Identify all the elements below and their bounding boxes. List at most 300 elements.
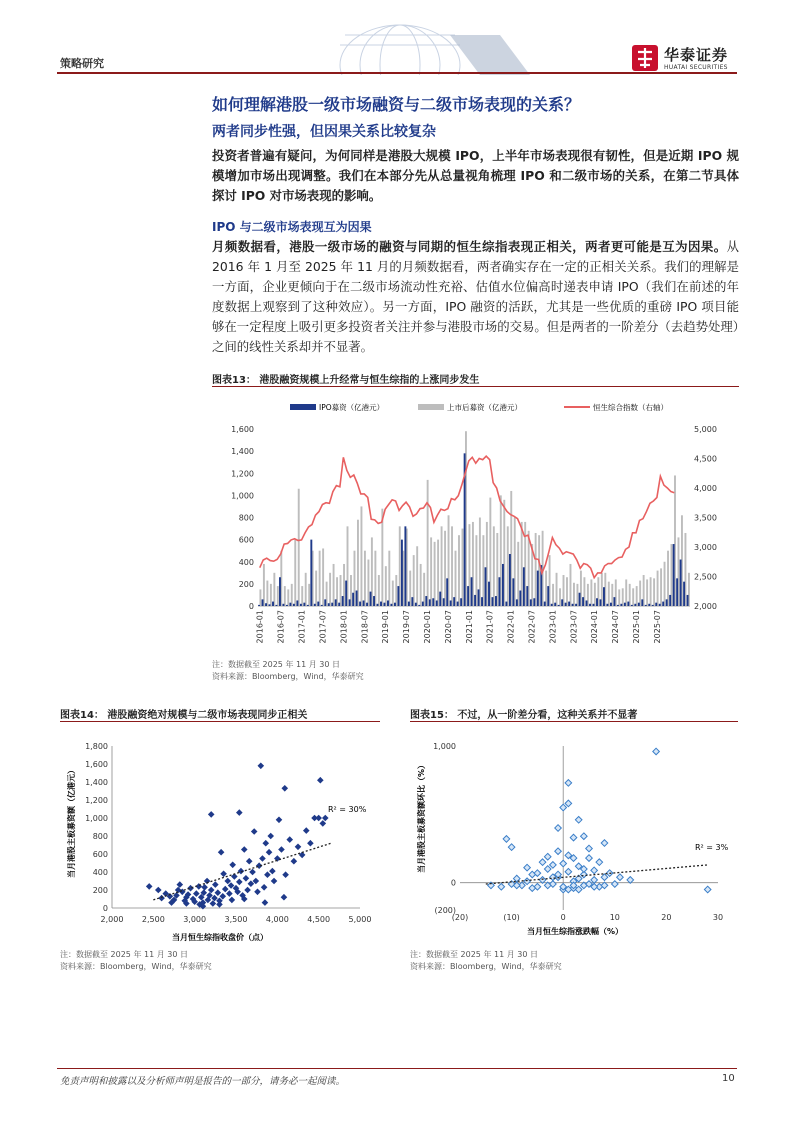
ipo-bar [575, 604, 577, 606]
y-tick-label: 600 [238, 535, 254, 545]
followon-bar [392, 581, 394, 606]
followon-bar [301, 586, 303, 606]
ipo-bar [627, 602, 629, 606]
ipo-bar [526, 586, 528, 606]
scatter-point [544, 866, 551, 873]
x-tick-label: 2019-01 [381, 610, 391, 644]
scatter-point [193, 890, 200, 897]
ipo-bar [586, 600, 588, 606]
legend-followon: 上市后募资（亿港元） [447, 403, 522, 412]
ipo-bar [659, 604, 661, 606]
followon-bar [559, 588, 561, 606]
followon-bar [482, 535, 484, 606]
followon-bar [416, 546, 418, 606]
ipo-bar [547, 586, 549, 606]
scatter-point [601, 840, 608, 847]
followon-bar [319, 551, 321, 606]
y-tick-label: 1,000 [231, 491, 254, 501]
scatter-point [258, 763, 265, 770]
scatter-point [498, 883, 505, 890]
ipo-bar [669, 595, 671, 606]
ipo-bar [258, 605, 260, 606]
scatter-point [570, 834, 577, 841]
followon-bar [552, 584, 554, 606]
ipo-bar [453, 597, 455, 606]
scatter-point [155, 887, 162, 894]
y-tick-label: 1,000 [85, 814, 108, 823]
y-tick-label: 800 [92, 832, 108, 841]
ipo-bar [638, 603, 640, 606]
ipo-bar [303, 603, 305, 606]
legend-swatch-followon [418, 404, 444, 410]
ipo-bar [652, 605, 654, 606]
x-tick-label: 2022-01 [506, 610, 516, 644]
ipo-bar [485, 567, 487, 606]
ipo-bar [401, 540, 403, 606]
x-tick-label: 2,500 [141, 915, 165, 924]
x-tick-label: 10 [609, 913, 620, 922]
scatter-point [146, 883, 153, 890]
followon-bar [430, 537, 432, 606]
scatter-point [176, 881, 183, 888]
ipo-bar [600, 599, 602, 606]
scatter-point [539, 877, 546, 884]
figure14-divider [60, 721, 380, 722]
followon-bar [273, 573, 275, 606]
followon-bar [639, 581, 641, 606]
figure14-note: 注：数据截至 2025 年 11 月 30 日 [60, 950, 188, 959]
y-tick-label: 200 [92, 886, 108, 895]
ipo-bar [499, 577, 501, 606]
ipo-bar [596, 598, 598, 606]
figure14-source: 资料来源：Bloomberg，Wind，华泰研究 [60, 962, 212, 971]
ipo-bar [572, 604, 574, 606]
x-tick-label: 2025-07 [652, 610, 662, 644]
scatter-point [586, 855, 593, 862]
scatter-point [286, 836, 293, 843]
followon-bar [594, 583, 596, 606]
ipo-bar [380, 602, 382, 606]
followon-bar [423, 573, 425, 606]
scatter-point [565, 868, 572, 875]
scatter-point [218, 849, 225, 856]
followon-bar [556, 573, 558, 606]
followon-bar [329, 573, 331, 606]
ipo-bar [418, 605, 420, 606]
followon-bar [590, 579, 592, 606]
scatter-point [267, 833, 274, 840]
ipo-bar [509, 554, 511, 606]
followon-bar [496, 533, 498, 606]
followon-bar [315, 571, 317, 606]
scatter-point [249, 869, 256, 876]
y-tick-label: 400 [92, 868, 108, 877]
figure14-r2-label: R² = 30% [328, 805, 367, 814]
scatter-point [271, 878, 278, 885]
scatter-point [295, 844, 302, 851]
scatter-point [282, 871, 289, 878]
ipo-bar [631, 605, 633, 606]
scatter-point [264, 871, 271, 878]
ipo-bar [519, 591, 521, 606]
logo-text-en: HUATAI SECURITIES [664, 64, 728, 71]
scatter-point [229, 897, 236, 904]
followon-bar [664, 562, 666, 606]
ipo-bar [467, 586, 469, 606]
ipo-bar [593, 604, 595, 606]
ipo-bar [335, 599, 337, 606]
y-tick-label: 800 [238, 513, 254, 523]
scatter-point [262, 899, 269, 906]
y-tick-label: 0 [450, 878, 456, 888]
y-tick-label: 400 [238, 557, 254, 567]
followon-bar [451, 526, 453, 606]
figure14-chart [60, 732, 380, 942]
ipo-bar [436, 600, 438, 606]
x-tick-label: 2016-01 [255, 610, 265, 644]
ipo-bar [460, 598, 462, 606]
page-number: 10 [722, 1073, 735, 1084]
ipo-bar [662, 602, 664, 606]
followon-bar [636, 586, 638, 606]
ipo-bar [408, 602, 410, 606]
figure14-xlabel: 当月恒生综指收盘价（点） [172, 933, 268, 942]
ipo-bar [478, 589, 480, 606]
ipo-bar [502, 564, 504, 606]
ipo-bar [582, 597, 584, 606]
scatter-point [236, 879, 243, 886]
figure13-hsci-line [260, 456, 675, 578]
followon-bar [388, 551, 390, 606]
ipo-bar [492, 597, 494, 606]
scatter-point [524, 864, 531, 871]
ipo-bar [265, 603, 267, 606]
ipo-bar [373, 596, 375, 606]
ipo-bar [568, 602, 570, 606]
scatter-point [208, 811, 215, 818]
y-tick-label: 0 [102, 904, 108, 913]
followon-bar [573, 583, 575, 606]
x-tick-label: 2021-07 [485, 610, 495, 644]
x-tick-label: 2,000 [100, 915, 124, 924]
ipo-bar [495, 596, 497, 606]
scatter-point [216, 901, 223, 908]
scatter-point [254, 889, 261, 896]
ipo-bar [617, 605, 619, 606]
scatter-point [555, 848, 562, 855]
followon-bar [667, 551, 669, 606]
legend-hsci: 恒生综合指数（右轴） [593, 403, 668, 412]
ipo-bar [634, 604, 636, 606]
scatter-point [581, 833, 588, 840]
followon-bar [493, 526, 495, 606]
page-subtitle: 两者同步性强，但因果关系比较复杂 [212, 124, 436, 140]
scatter-point [266, 849, 273, 856]
ipo-bar [324, 599, 326, 606]
followon-bar [576, 584, 578, 606]
followon-bar [277, 586, 279, 606]
ipo-bar [366, 603, 368, 606]
followon-bar [378, 575, 380, 606]
x-tick-label: 20 [661, 913, 672, 922]
scatter-point [269, 868, 276, 875]
scatter-point [560, 860, 567, 867]
intro-paragraph: 投资者普遍有疑问，为何同样是港股大规模 IPO，上半年市场表现很有韧性，但是近期 IPO 规模增加市场出现调整。我们在本部分先从总量视角梳理 IPO 和二级市场的关系，在第二节具体探讨 IPO 对市场表现的影响。 [212, 148, 739, 203]
figure15-ylabel: 当月港股主板募资额环比（%） [417, 760, 426, 874]
y-tick-label: 600 [92, 850, 108, 859]
ipo-bar [411, 597, 413, 606]
ipo-bar [310, 540, 312, 606]
scatter-point [575, 817, 582, 824]
header-section-label: 策略研究 [60, 57, 104, 70]
ipo-bar [565, 603, 567, 606]
figure15-points [486, 748, 711, 893]
ipo-bar [680, 560, 682, 606]
ipo-bar [530, 599, 532, 606]
ipo-bar [641, 599, 643, 606]
scatter-point [555, 825, 562, 832]
figure15-xlabel: 当月恒生综指涨跌幅（%） [526, 927, 624, 936]
y2-tick-label: 3,000 [694, 543, 717, 552]
globe-watermark-icon [330, 15, 530, 75]
followon-bar [646, 579, 648, 606]
x-tick-label: 2024-01 [590, 610, 600, 644]
followon-bar [618, 589, 620, 606]
ipo-bar [607, 604, 609, 606]
y-tick-label: 1,400 [231, 447, 254, 457]
x-tick-label: 2016-07 [276, 610, 286, 644]
ipo-bar [432, 598, 434, 606]
ipo-bar [397, 586, 399, 606]
scatter-point [251, 828, 258, 835]
ipo-bar [321, 605, 323, 606]
scatter-point [222, 886, 229, 893]
ipo-bar [307, 605, 309, 606]
ipo-bar [537, 571, 539, 606]
followon-bar [266, 581, 268, 606]
y2-tick-label: 2,500 [694, 572, 717, 582]
ipo-bar [655, 603, 657, 606]
scatter-point [291, 858, 298, 865]
ipo-bar [359, 602, 361, 606]
figure14-ylabel: 当月港股主板募资额（亿港元） [67, 766, 76, 878]
x-tick-label: 3,500 [224, 915, 248, 924]
x-tick-label: 2021-01 [464, 610, 474, 644]
figure14-title: 图表14： 港股融资绝对规模与二级市场表现同步正相关 [60, 710, 308, 721]
logo-text-cn: 华泰证券 [664, 46, 729, 64]
ipo-bar [551, 604, 553, 606]
followon-bar [625, 579, 627, 606]
scatter-point [303, 827, 310, 834]
followon-bar [462, 529, 464, 606]
ipo-bar [471, 577, 473, 606]
ipo-bar [363, 600, 365, 606]
scatter-point [226, 890, 233, 897]
ipo-bar [391, 604, 393, 606]
legend-ipo: IPO募资（亿港元） [319, 403, 385, 412]
x-tick-label: 3,000 [183, 915, 207, 924]
figure13-legend [290, 402, 668, 412]
x-tick-label: 2025-01 [632, 610, 641, 644]
x-tick-label: 2019-07 [402, 610, 412, 644]
ipo-bar [352, 593, 354, 606]
followon-bar [322, 548, 324, 606]
y2-tick-label: 4,000 [694, 484, 717, 493]
ipo-bar [687, 595, 689, 606]
figure13-divider [212, 386, 739, 387]
hsci-series-line [260, 456, 675, 578]
scatter-point [565, 800, 572, 807]
x-tick-label: 4,000 [265, 915, 289, 924]
x-tick-label: 2024-07 [611, 610, 621, 644]
followon-bar [298, 489, 300, 606]
scatter-point [307, 840, 314, 847]
ipo-bar [603, 587, 605, 606]
followon-bar [657, 571, 659, 606]
ipo-bar [676, 578, 678, 606]
scatter-point [601, 874, 608, 881]
scatter-point [281, 894, 288, 901]
ipo-bar [272, 602, 274, 606]
x-tick-label: (20) [451, 913, 469, 922]
followon-bar [517, 542, 519, 606]
ipo-bar [544, 602, 546, 606]
y-tick-label: 0 [248, 602, 254, 611]
ipo-bar [481, 597, 483, 606]
ipo-bar [561, 599, 563, 606]
ipo-bar [589, 604, 591, 606]
ipo-bar [613, 597, 615, 606]
body-paragraph-lead: 月频数据看，港股一级市场的融资与同期的恒生综指表现正相关，两者更可能是互为因果。 [212, 239, 727, 254]
followon-bar [660, 568, 662, 606]
followon-bar [385, 566, 387, 606]
ipo-bar [289, 603, 291, 606]
ipo-bar [446, 578, 448, 606]
ipo-bar [450, 600, 452, 606]
ipo-bar [404, 526, 406, 606]
scatter-point [229, 862, 236, 869]
scatter-point [276, 817, 283, 824]
ipo-bar [579, 593, 581, 606]
scatter-point [238, 868, 245, 875]
scatter-point [274, 855, 281, 862]
scatter-point [243, 875, 250, 882]
ipo-bar [331, 603, 333, 606]
scatter-point [591, 867, 598, 874]
ipo-bar [283, 604, 285, 606]
figure15-axes [433, 742, 723, 922]
ipo-bar [345, 581, 347, 606]
scatter-point [524, 878, 531, 885]
x-tick-label: 4,500 [307, 915, 331, 924]
followon-bar [367, 560, 369, 606]
footer-disclaimer: 免责声明和披露以及分析师声明是报告的一部分，请务必一起阅读。 [60, 1076, 346, 1087]
followon-bar [284, 586, 286, 606]
ipo-bar [296, 600, 298, 606]
followon-bar [566, 577, 568, 606]
scatter-point [550, 862, 557, 869]
scatter-point [278, 846, 285, 853]
ipo-bar [293, 604, 295, 606]
ipo-bar [394, 603, 396, 606]
ipo-bar [370, 592, 372, 606]
x-tick-label: 2018-07 [360, 610, 370, 644]
followon-bar [270, 584, 272, 606]
scatter-point [596, 859, 603, 866]
ipo-bar [558, 605, 560, 606]
x-tick-label: 2023-07 [569, 610, 579, 644]
ipo-bar [610, 603, 612, 606]
ipo-bar [505, 602, 507, 606]
scatter-point [627, 877, 634, 884]
ipo-bar [338, 603, 340, 606]
followon-bar [608, 582, 610, 606]
ipo-bar [262, 599, 264, 606]
ipo-bar [512, 578, 514, 606]
y2-tick-label: 2,000 [694, 602, 717, 611]
ipo-bar [276, 605, 278, 606]
ipo-bar [523, 567, 525, 606]
scatter-point [201, 884, 208, 891]
y-tick-label: 1,800 [85, 742, 108, 751]
ipo-bar [645, 605, 647, 606]
figure14-axes [85, 742, 371, 924]
y-tick-label: 1,200 [85, 796, 108, 805]
ipo-bar [439, 592, 441, 606]
y-tick-label: 200 [238, 579, 254, 589]
ipo-bar [666, 599, 668, 606]
scatter-point [259, 855, 266, 862]
scatter-point [246, 858, 253, 865]
ipo-bar [533, 598, 535, 606]
figure14-points [146, 763, 331, 910]
followon-bar [570, 564, 572, 606]
ipo-bar [516, 599, 518, 606]
followon-bar [632, 588, 634, 606]
figure15-source: 资料来源：Bloomberg，Wind，华泰研究 [410, 962, 562, 971]
x-tick-label: 2023-01 [548, 610, 558, 644]
ipo-bar [356, 591, 358, 606]
ipo-bar [648, 604, 650, 606]
scatter-point [565, 780, 572, 787]
ipo-bar [286, 605, 288, 606]
followon-bar [340, 575, 342, 606]
ipo-bar [457, 602, 459, 606]
figure15-divider [410, 721, 738, 722]
scatter-point [704, 886, 711, 893]
scatter-point [503, 836, 510, 843]
scatter-point [241, 846, 248, 853]
scatter-point [244, 887, 251, 894]
x-tick-label: 0 [560, 913, 566, 922]
x-tick-label: 5,000 [348, 915, 372, 924]
ipo-bar [415, 603, 417, 606]
followon-bar [535, 533, 537, 606]
ipo-bar [317, 602, 319, 606]
ipo-bar [328, 603, 330, 606]
followon-bar [458, 535, 460, 606]
followon-bar [395, 575, 397, 606]
ipo-bar [314, 604, 316, 606]
ipo-bar [377, 604, 379, 606]
figure13-chart [212, 396, 739, 658]
figure13-source: 资料来源：Bloomberg，Wind，华泰研究 [212, 672, 364, 681]
followon-bar [420, 564, 422, 606]
scatter-point [539, 859, 546, 866]
figure13-title: 图表13： 港股融资规模上升经常与恒生综指的上涨同步发生 [212, 375, 480, 386]
followon-bar [333, 564, 335, 606]
y2-tick-label: 3,500 [694, 513, 717, 523]
